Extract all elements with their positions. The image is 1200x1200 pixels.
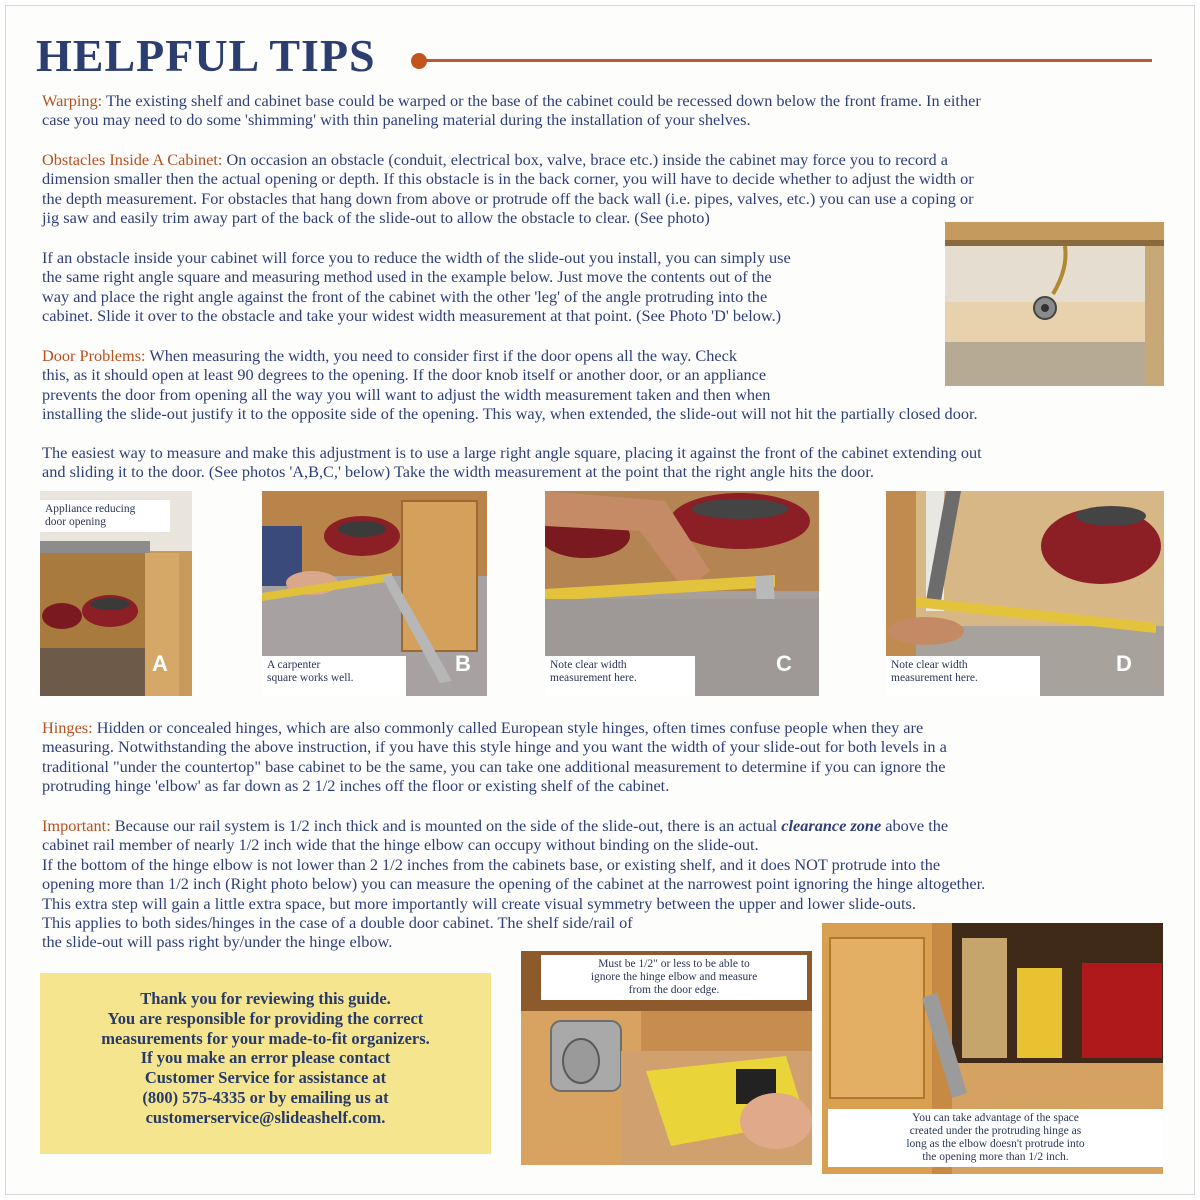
title-rule-line — [426, 59, 1152, 62]
warping-label: Warping: — [42, 91, 103, 110]
email-address[interactable]: customerservice@slideashelf.com. — [145, 1107, 386, 1127]
title-rule-dot — [411, 53, 427, 69]
reduce-width-paragraph: If an obstacle inside your cabinet will force you to reduce the width of the slide-out you install, you can simply use the same right angle square and measuring method used in the example below. Just move the contents out of the way and place the right angle against the front of the cabinet with the other 'leg' of the angle protruding into the cabinet. Slide it over to the obstacle and take your widest width measurement at that point. (See Photo 'D' below.) — [42, 248, 791, 326]
obstacle-photo — [945, 222, 1164, 386]
photo-b-letter: B — [455, 651, 471, 676]
photo-d-caption: Note clear width measurement here. — [886, 656, 1040, 696]
photo-a-caption: Appliance reducing door opening — [40, 500, 170, 532]
phone-number: (800) 575-4335 or by emailing us at — [142, 1087, 389, 1107]
photo-b-caption: A carpenter square works well. — [262, 656, 406, 696]
easiest-way-paragraph: The easiest way to measure and make this adjustment is to use a large right angle square, placing it against the front of the cabinet extending out and sliding it to the door. (See photos 'A,B,C,' below) Take the width measurement at the point that the right angle hits the door. — [42, 443, 982, 482]
important-paragraph: Important: Because our rail system is 1/2 inch thick and is mounted on the side of the slide-out, there is an actual clearance zone above the cabinet rail member of nearly 1/2 inch wide that the hinge elbow can occupy without binding on the slide-out. If the bottom of the hinge elbow is not lower than 2 1/2 inches from the cabinets base, or existing shelf, and it does NOT protrude into the opening more than 1/2 inch (Right photo below) you can measure the opening of the cabinet at the narrowest point ignoring the hinge altogether. This extra step will gain a little extra space, but more importantly will create visual symmetry between the upper and lower slide-outs. This applies to both sides/hinges in the case of a double door cabinet. The shelf side/rail of the slide-out will pass right by/under the hinge elbow. — [42, 816, 986, 952]
obstacles-paragraph: Obstacles Inside A Cabinet: On occasion an obstacle (conduit, electrical box, valve, brace etc.) inside the cabinet may force you to record a dimension smaller then the actual opening or depth. If this obstacle is in the back corner, you will have to decide whether to adjust the width or the depth measurement. For obstacles that hang down from above or protrude off the back wall (i.e. pipes, valves, etc.) you can use a coping or jig saw and easily trim away part of the back of the slide-out to allow the obstacle to clear. (See photo) — [42, 150, 974, 228]
photo-a-letter: A — [152, 651, 168, 676]
cabinet-photo-caption: You can take advantage of the space created under the protruding hinge as long as the elbow doesn't protrude into the opening more than 1/2 inch. — [828, 1109, 1163, 1167]
photo-a — [40, 491, 192, 696]
important-label: Important: — [42, 816, 111, 835]
page-title: HELPFUL TIPS — [36, 30, 376, 81]
photo-d — [886, 491, 1164, 696]
clearance-zone-emphasis: clearance zone — [781, 816, 882, 835]
door-problems-label: Door Problems: — [42, 346, 146, 365]
hinges-label: Hinges: — [42, 718, 93, 737]
hinge-photo — [521, 951, 812, 1165]
door-problems-paragraph: Door Problems: When measuring the width, you need to consider first if the door opens all the way. Check this, as it should open at least 90 degrees to the opening. If the door knob itself or another door, or an appliance prevents the door from opening all the way you will want to adjust the width measurement taken and then when installing the slide-out justify it to the opposite side of the opening. This way, when extended, the slide-out will not hit the partially closed door. — [42, 346, 978, 424]
thank-you-text: Thank you for reviewing this guide. You are responsible for providing the correct measurements for your made-to-fit organizers. If you make an error please contact Customer Service for assistance at (800) 575-4335 or by emailing us at customerservice@slideashelf.com. — [101, 989, 430, 1127]
photo-b — [262, 491, 487, 696]
cabinet-hinge-photo — [822, 923, 1163, 1174]
hinge-photo-caption: Must be 1/2" or less to be able to ignore the hinge elbow and measure from the door edge. — [541, 955, 807, 1000]
photo-c — [545, 491, 819, 696]
thank-you-box — [40, 973, 491, 1154]
obstacles-label: Obstacles Inside A Cabinet: — [42, 150, 223, 169]
photo-c-caption: Note clear width measurement here. — [545, 656, 695, 696]
photo-d-letter: D — [1116, 651, 1132, 676]
warping-paragraph: Warping: The existing shelf and cabinet base could be warped or the base of the cabinet could be recessed down below the front frame. In either case you may need to do some 'shimming' with thin paneling material during the installation of your shelves. — [42, 91, 981, 130]
hinges-paragraph: Hinges: Hidden or concealed hinges, which are also commonly called European style hinges, often times confuse people when they are measuring. Notwithstanding the above instruction, if you have this style hinge and you want the width of your slide-out for both levels in a traditional "under the countertop" base cabinet to be the same, you can take one additional measurement to determine if you can ignore the protruding hinge 'elbow' as far down as 2 1/2 inches off the floor or existing shelf of the cabinet. — [42, 718, 947, 796]
photo-c-letter: C — [776, 651, 792, 676]
